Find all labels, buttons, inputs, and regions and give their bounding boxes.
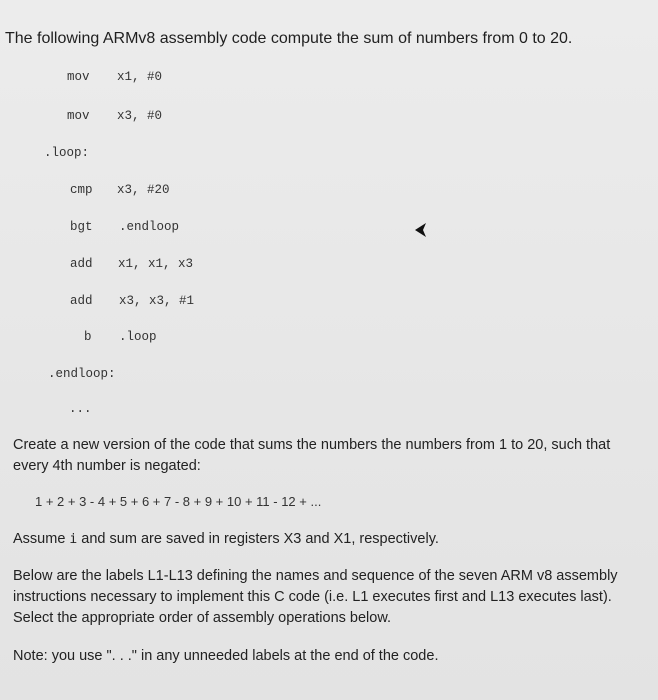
code-args: x1, x1, x3 bbox=[118, 257, 194, 271]
code-op: mov bbox=[67, 70, 90, 84]
code-args: x3, #20 bbox=[117, 183, 170, 197]
number-sequence: 1 + 2 + 3 - 4 + 5 + 6 + 7 - 8 + 9 + 10 + 11 - 12 + ... bbox=[35, 494, 322, 509]
question-paragraph-2: Assume i and sum are saved in registers X3 and X1, respectively. bbox=[13, 531, 439, 547]
code-op: add bbox=[70, 257, 93, 271]
note-text: you use ". . ." in any unneeded labels at the end of the code. bbox=[51, 648, 439, 664]
code-op: cmp bbox=[70, 183, 93, 197]
code-op: add bbox=[70, 294, 93, 308]
code-op: b bbox=[84, 330, 92, 344]
note-line bbox=[13, 646, 648, 667]
identifier-i: i bbox=[69, 532, 78, 547]
code-op: mov bbox=[67, 109, 90, 123]
code-label: .endloop: bbox=[48, 367, 116, 381]
identifier-sum: sum bbox=[109, 531, 137, 547]
code-args: .loop bbox=[119, 330, 157, 344]
code-args: x3, #0 bbox=[117, 109, 163, 123]
code-ellipsis: ... bbox=[69, 402, 92, 416]
code-op: bgt bbox=[70, 220, 93, 234]
code-args: x1, #0 bbox=[117, 70, 163, 84]
note-label: Note: bbox=[13, 648, 48, 664]
code-label: .loop: bbox=[44, 146, 90, 160]
code-args: x3, x3, #1 bbox=[119, 294, 195, 308]
question-paragraph-1: Create a new version of the code that sums the numbers the numbers from 1 to 20, such that every 4th number is negated: bbox=[13, 437, 611, 474]
mouse-cursor-icon bbox=[414, 222, 428, 238]
question-paragraph-3: Below are the labels L1-L13 defining the names and sequence of the seven ARM v8 assembly instructions necessary to implement this C code (i.e. L1 executes first and L13 executes last). Select the appropriate order of assembly operations below. bbox=[13, 568, 618, 626]
intro-text: The following ARMv8 assembly code compute the sum of numbers from 0 to 20. bbox=[5, 30, 573, 47]
code-args: .endloop bbox=[119, 220, 180, 234]
